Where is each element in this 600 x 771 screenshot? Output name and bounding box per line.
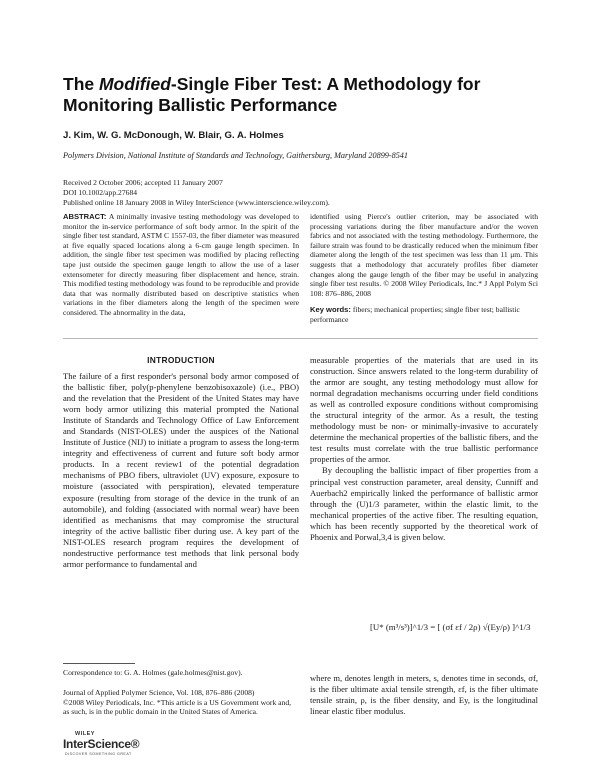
abstract-text-left: A minimally invasive testing methodology was developed to monitor the in-service performance of soft body armor. In the spirit of the single fiber test standard, ASTM C 1557-03, the fiber diameter was measured at five equally spaced locations along a 6-cm gauge length specimen. In addition, the single fiber test specimen was modified by placing reflecting tape just outside the specimen gauge length to allow the use of a laser extensometer for directly measuring fiber displacement and hence, strain. This modified testing methodology was found to be reproducible and provide data that was normally distributed based on descriptive statistics when variations in the fiber diameters along the length of the specimen were considered. The abnormality in the data, bbox=[63, 212, 300, 317]
title-italic: Modified bbox=[98, 74, 171, 94]
received-date: Received 2 October 2006; accepted 11 January 2007 bbox=[63, 178, 223, 187]
section-divider bbox=[63, 338, 538, 339]
affiliation: Polymers Division, National Institute of Standards and Technology, Gaithersburg, Maryland 20899-8541 bbox=[63, 151, 408, 160]
abstract-left bbox=[63, 212, 299, 318]
logo-tagline: DISCOVER SOMETHING GREAT bbox=[65, 752, 132, 756]
logo-interscience: InterScience® bbox=[63, 737, 140, 751]
intro-paragraph-1: The failure of a first responder's personal body armor composed of the ballistic fiber, poly(p-phenylene benzobisoxazole) (i.e., PBO) and the revelation that the President of the United States may have worn body armor utilizing this material prompted the National Institute of Standards and Technology Office of Law Enforcement and Standards (NIST-OLES) under the auspices of the National Institute of Justice (NIJ) to initiate a program to assess the long-term integrity and effectiveness of current and future soft body armor products. In a recent review1 of the potential degradation mechanisms of PBO fibers, ultraviolet (UV) exposure, exposure to moisture (associated with perspiration), elevated temperature exposure (resulting from storage of the device in the trunk of an automobile), and folding (associated with normal wear) have been identified as mechanisms that may compromise the structural integrity of the active ballistic fiber during use. A key part of the NIST-OLES research program requires the development of nondestructive performance test methods that link personal body armor performance to fundamental and bbox=[63, 371, 299, 569]
journal-citation: Journal of Applied Polymer Science, Vol. 108, 876–886 (2008) bbox=[63, 688, 255, 697]
article-history bbox=[63, 178, 330, 208]
intro-right-column bbox=[310, 355, 538, 543]
intro-left-column bbox=[63, 371, 299, 570]
wiley-interscience-logo bbox=[63, 731, 153, 759]
logo-wiley: WILEY bbox=[75, 731, 95, 737]
intro-paragraph-4: where m, denotes length in meters, s, denotes time in seconds, σf, is the fiber ultimate axial tensile strength, εf, is the fiber ultimate tensile strain, ρ, is the fiber density, and Ey, is the longitudinal linear elastic fiber modulus. bbox=[310, 673, 538, 717]
journal-info bbox=[63, 688, 299, 717]
abstract-right: identified using Pierce's outlier criterion, may be associated with processing variations during the fiber manufacture and/or the woven fabrics and not associated with the testing methodology. Furthermore, the failure strain was found to be drastically reduced when the minimum fiber diameter along the length of the test specimen was less than 11 μm. This suggests that a methodology that accurately profiles fiber diameter changes along the gauge length of the fiber may be useful in analyzing single fiber test results. © 2008 Wiley Periodicals, Inc.* J Appl Polym Sci 108: 876–886, 2008 bbox=[310, 212, 538, 298]
keywords-label: Key words: bbox=[310, 305, 351, 314]
footnote-rule bbox=[63, 663, 135, 664]
copyright-note: ©2008 Wiley Periodicals, Inc. *This article is a US Government work and, as such, is in the public domain in the United States of America. bbox=[63, 697, 292, 716]
keywords-text: fibers; mechanical properties; single fiber test; ballistic performance bbox=[310, 305, 520, 324]
paper-title: The Modified-Single Fiber Test: A Methodology for Monitoring Ballistic Performance bbox=[63, 74, 481, 115]
equation: [U* (m³/s³)]^1/3 = [ (σf εf / 2ρ) √(Ey/ρ) ]^1/3 bbox=[370, 622, 531, 632]
author-list: J. Kim, W. G. McDonough, W. Blair, G. A. Holmes bbox=[63, 130, 284, 141]
abstract-label: ABSTRACT: bbox=[63, 212, 107, 221]
correspondence-note: Correspondence to: G. A. Holmes (gale.holmes@nist.gov). bbox=[63, 668, 243, 677]
intro-paragraph-3: By decoupling the ballistic impact of fiber properties from a principal vest construction parameter, areal density, Cunniff and Auerbach2 empirically linked the performance of ballistic armor through the (U)1/3 parameter, within the elastic limit, to the mechanical properties of the active fiber. The resulting equation, which has been recently supported by the theoretical work of Phoenix and Porwal,3,4 is given below. bbox=[310, 465, 538, 542]
intro-paragraph-2: measurable properties of the materials that are used in its construction. Since answers related to the long-term durability of the armor are sought, any testing methodology must allow for normal degradation mechanisms occurring under field conditions as well as controlled exposure conditions without compromising the structural integrity of the armor. As a result, the testing methodology must be non- or minimally-invasive to accurately determine the mechanical properties of the ballistic fibers, and the test results must correlate with the true ballistic performance properties of the armor. bbox=[310, 355, 538, 465]
keywords bbox=[310, 305, 538, 324]
doi: DOI 10.1002/app.27684 bbox=[63, 188, 138, 197]
section-heading-introduction: INTRODUCTION bbox=[147, 355, 215, 365]
published-online: Published online 18 January 2008 in Wiley InterScience (www.interscience.wiley.com). bbox=[63, 198, 330, 207]
